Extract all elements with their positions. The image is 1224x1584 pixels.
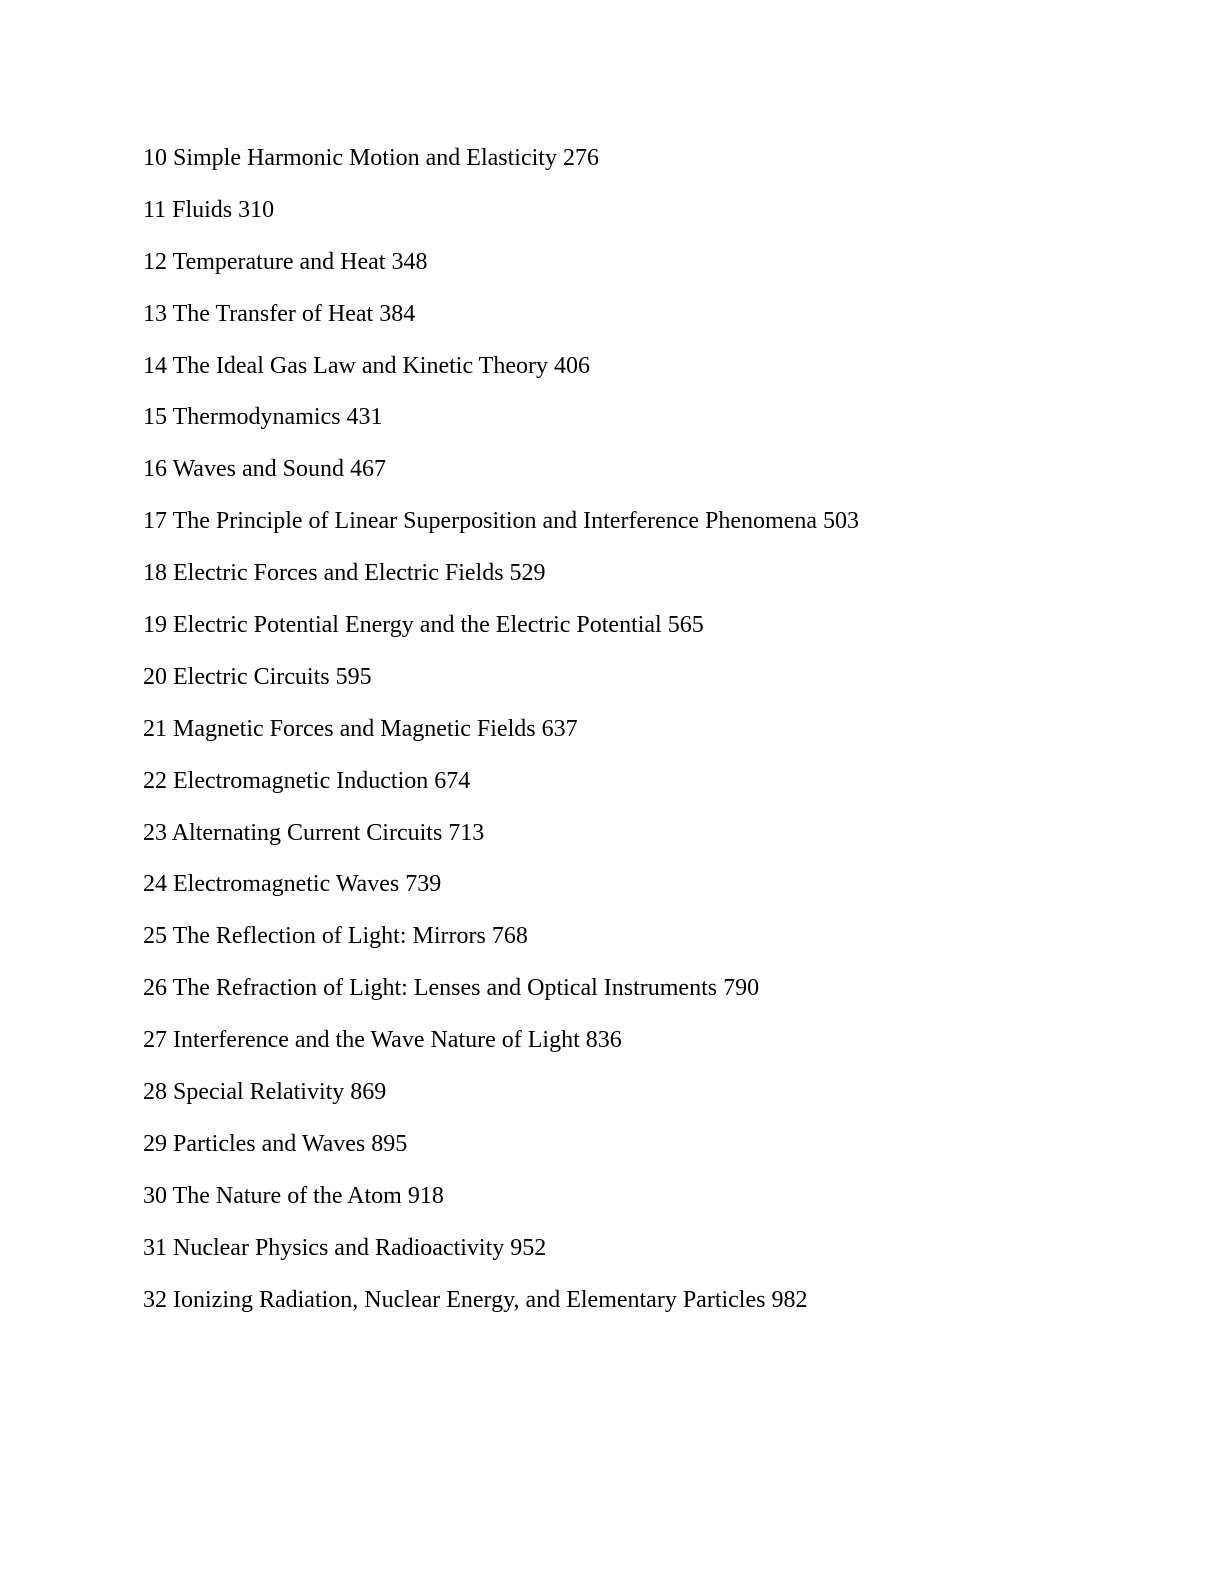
toc-entry bbox=[143, 192, 859, 244]
toc-entry bbox=[143, 918, 859, 970]
chapter-title: Thermodynamics bbox=[172, 404, 341, 431]
chapter-title: Special Relativity bbox=[173, 1079, 345, 1106]
chapter-number: 27 bbox=[143, 1027, 167, 1054]
toc-entry bbox=[143, 815, 859, 867]
toc-entry bbox=[143, 659, 859, 711]
chapter-page: 431 bbox=[346, 404, 383, 431]
chapter-number: 24 bbox=[143, 871, 167, 898]
chapter-page: 637 bbox=[541, 715, 578, 742]
chapter-title: Nuclear Physics and Radioactivity bbox=[173, 1234, 505, 1261]
chapter-number: 20 bbox=[143, 663, 167, 690]
toc-entry bbox=[143, 296, 859, 348]
chapter-title: The Reflection of Light: Mirrors bbox=[172, 923, 486, 950]
toc-entry bbox=[143, 970, 859, 1022]
toc-entry bbox=[143, 763, 859, 815]
chapter-page: 739 bbox=[405, 871, 442, 898]
toc-entry bbox=[143, 711, 859, 763]
chapter-page: 713 bbox=[448, 819, 485, 846]
chapter-page: 918 bbox=[407, 1182, 444, 1209]
toc-entry bbox=[143, 866, 859, 918]
chapter-number: 21 bbox=[143, 715, 167, 742]
chapter-page: 790 bbox=[723, 975, 760, 1002]
chapter-page: 384 bbox=[379, 300, 416, 327]
chapter-number: 17 bbox=[143, 508, 167, 535]
chapter-title: The Refraction of Light: Lenses and Optical Instruments bbox=[172, 975, 718, 1002]
toc-entry bbox=[143, 399, 859, 451]
chapter-title: Alternating Current Circuits bbox=[171, 819, 443, 846]
chapter-page: 276 bbox=[562, 145, 599, 171]
chapter-page: 503 bbox=[823, 508, 860, 535]
chapter-number: 22 bbox=[143, 767, 167, 794]
chapter-page: 674 bbox=[434, 767, 471, 794]
chapter-title: The Principle of Linear Superposition and Interference Phenomena bbox=[172, 508, 818, 535]
chapter-page: 565 bbox=[667, 612, 704, 639]
chapter-number: 12 bbox=[143, 248, 167, 275]
table-of-contents bbox=[143, 140, 859, 1333]
chapter-title: Fluids bbox=[172, 196, 233, 223]
chapter-number: 26 bbox=[143, 975, 167, 1002]
toc-entry bbox=[143, 140, 859, 192]
toc-entry bbox=[143, 1282, 859, 1334]
chapter-title: The Nature of the Atom bbox=[172, 1182, 402, 1209]
toc-entry bbox=[143, 607, 859, 659]
chapter-page: 836 bbox=[585, 1027, 622, 1054]
chapter-number: 25 bbox=[143, 923, 167, 950]
chapter-page: 529 bbox=[509, 560, 546, 587]
chapter-number: 32 bbox=[143, 1286, 167, 1313]
chapter-title: Simple Harmonic Motion and Elasticity bbox=[173, 145, 557, 171]
chapter-number: 28 bbox=[143, 1079, 167, 1106]
chapter-title: Interference and the Wave Nature of Light bbox=[173, 1027, 580, 1054]
chapter-title: Electric Forces and Electric Fields bbox=[173, 560, 504, 587]
chapter-page: 895 bbox=[371, 1130, 408, 1157]
chapter-page: 869 bbox=[350, 1079, 387, 1106]
toc-entry bbox=[143, 1126, 859, 1178]
toc-entry bbox=[143, 451, 859, 503]
toc-entry bbox=[143, 1022, 859, 1074]
chapter-page: 595 bbox=[335, 663, 372, 690]
chapter-title: Particles and Waves bbox=[173, 1130, 366, 1157]
chapter-number: 30 bbox=[143, 1182, 167, 1209]
chapter-number: 15 bbox=[143, 404, 167, 431]
chapter-number: 18 bbox=[143, 560, 167, 587]
chapter-page: 982 bbox=[771, 1286, 808, 1313]
chapter-title: The Transfer of Heat bbox=[172, 300, 374, 327]
chapter-title: Waves and Sound bbox=[172, 456, 344, 483]
chapter-page: 952 bbox=[510, 1234, 547, 1261]
chapter-title: Ionizing Radiation, Nuclear Energy, and Elementary Particles bbox=[173, 1286, 766, 1313]
chapter-number: 14 bbox=[143, 352, 167, 379]
toc-entry bbox=[143, 348, 859, 400]
chapter-number: 16 bbox=[143, 456, 167, 483]
chapter-title: Temperature and Heat bbox=[172, 248, 386, 275]
chapter-number: 23 bbox=[143, 819, 167, 846]
chapter-page: 768 bbox=[491, 923, 528, 950]
chapter-number: 10 bbox=[143, 145, 167, 171]
chapter-number: 11 bbox=[143, 196, 167, 223]
chapter-page: 310 bbox=[238, 196, 275, 223]
chapter-number: 31 bbox=[143, 1234, 167, 1261]
chapter-number: 13 bbox=[143, 300, 167, 327]
chapter-page: 467 bbox=[349, 456, 386, 483]
chapter-page: 348 bbox=[391, 248, 428, 275]
toc-entry bbox=[143, 1074, 859, 1126]
toc-entry bbox=[143, 1230, 859, 1282]
chapter-title: Electromagnetic Induction bbox=[173, 767, 429, 794]
toc-entry bbox=[143, 555, 859, 607]
chapter-page: 406 bbox=[554, 352, 590, 379]
chapter-number: 29 bbox=[143, 1130, 167, 1157]
toc-entry bbox=[143, 244, 859, 296]
chapter-number: 19 bbox=[143, 612, 167, 639]
chapter-title: Magnetic Forces and Magnetic Fields bbox=[173, 715, 536, 742]
chapter-title: Electric Potential Energy and the Electric Potential bbox=[173, 612, 662, 639]
chapter-title: Electric Circuits bbox=[173, 663, 330, 690]
toc-entry bbox=[143, 503, 859, 555]
toc-entry bbox=[143, 1178, 859, 1230]
chapter-title: The Ideal Gas Law and Kinetic Theory bbox=[172, 352, 548, 379]
chapter-title: Electromagnetic Waves bbox=[173, 871, 400, 898]
